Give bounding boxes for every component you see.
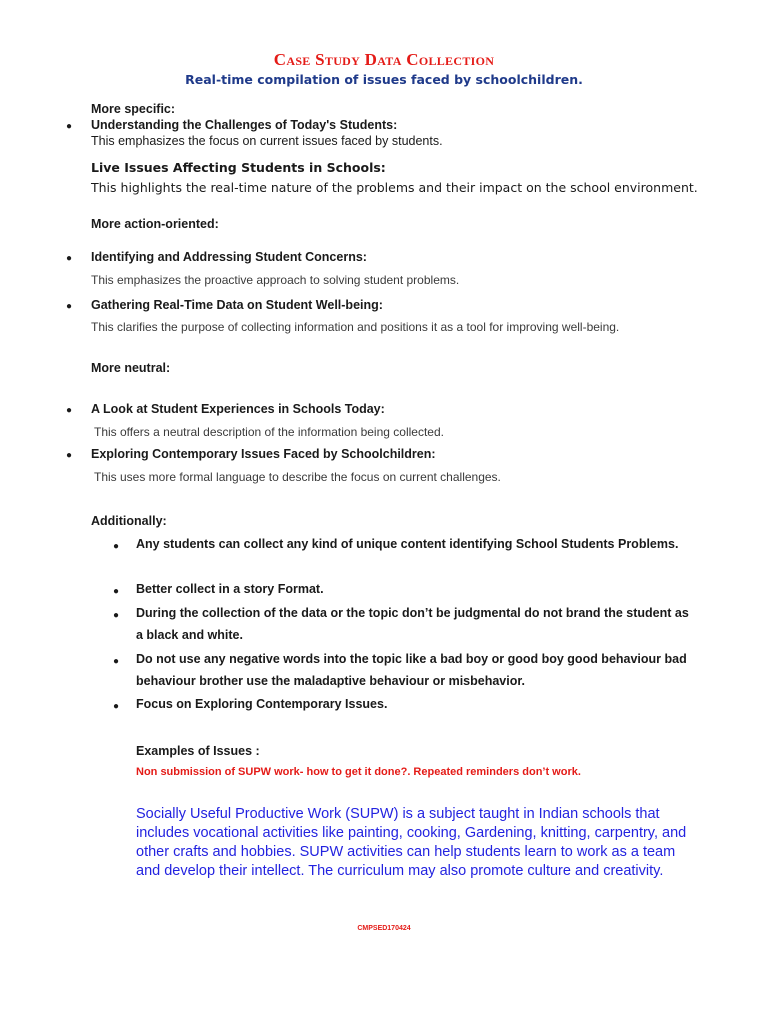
document-title: Case Study Data Collection (273, 50, 495, 69)
bullet-icon: ● (66, 121, 73, 132)
document-code: CMPSED170424 (357, 925, 411, 932)
list-item: Focus on Exploring Contemporary Issues. (136, 697, 388, 711)
bullet-icon: ● (66, 301, 73, 312)
section-heading-more-neutral: More neutral: (91, 361, 171, 375)
item-title: Gathering Real-Time Data on Student Well-being: (91, 298, 383, 312)
bullet-icon: ● (113, 610, 120, 621)
document-subtitle: Real-time compilation of issues faced by schoolchildren. (185, 72, 583, 87)
item-description: This emphasizes the focus on current issues faced by students. (91, 134, 443, 148)
list-item: Any students can collect any kind of unique content identifying School Students Problems. (136, 537, 679, 551)
item-description: This uses more formal language to describe the focus on current challenges. (94, 470, 501, 484)
bullet-icon: ● (66, 450, 73, 461)
bullet-icon: ● (113, 541, 120, 552)
examples-heading: Examples of Issues : (136, 744, 260, 758)
bullet-icon: ● (113, 586, 120, 597)
list-item: During the collection of the data or the topic don’t be judgmental do not brand the student as a black and white. (136, 606, 689, 642)
list-item: Better collect in a story Format. (136, 582, 324, 596)
bullet-icon: ● (113, 701, 120, 712)
item-title: A Look at Student Experiences in Schools Today: (91, 402, 385, 416)
section-heading-additionally: Additionally: (91, 514, 167, 528)
supw-paragraph: Socially Useful Productive Work (SUPW) is a subject taught in Indian schools that includes vocational activities like painting, cooking, Gardening, knitting, carpentry, and other crafts and hobbies. SUPW activities can help students learn to work as a team and develop their intellect. The curriculum may also promote culture and creativity. (136, 806, 687, 879)
item-description: This highlights the real-time nature of the problems and their impact on the school environment. (91, 180, 698, 195)
item-description: This clarifies the purpose of collecting information and positions it as a tool for improving well-being. (91, 320, 620, 334)
list-item: Do not use any negative words into the topic like a bad boy or good boy good behaviour bad behaviour brother use the maladaptive behaviour or misbehavior. (136, 652, 687, 688)
item-title: Live Issues Affecting Students in Schools: (91, 160, 386, 175)
bullet-icon: ● (113, 656, 120, 667)
bullet-icon: ● (66, 253, 73, 264)
item-title: Exploring Contemporary Issues Faced by Schoolchildren: (91, 447, 436, 461)
item-description: This offers a neutral description of the information being collected. (94, 425, 444, 439)
section-heading-more-specific: More specific: (91, 102, 176, 116)
example-issue: Non submission of SUPW work- how to get it done?. Repeated reminders don’t work. (136, 766, 581, 778)
item-description: This emphasizes the proactive approach to solving student problems. (91, 273, 460, 287)
section-heading-action-oriented: More action-oriented: (91, 217, 219, 231)
item-title: Identifying and Addressing Student Concerns: (91, 250, 367, 264)
bullet-icon: ● (66, 405, 73, 416)
item-title: Understanding the Challenges of Today's Students: (91, 118, 398, 132)
